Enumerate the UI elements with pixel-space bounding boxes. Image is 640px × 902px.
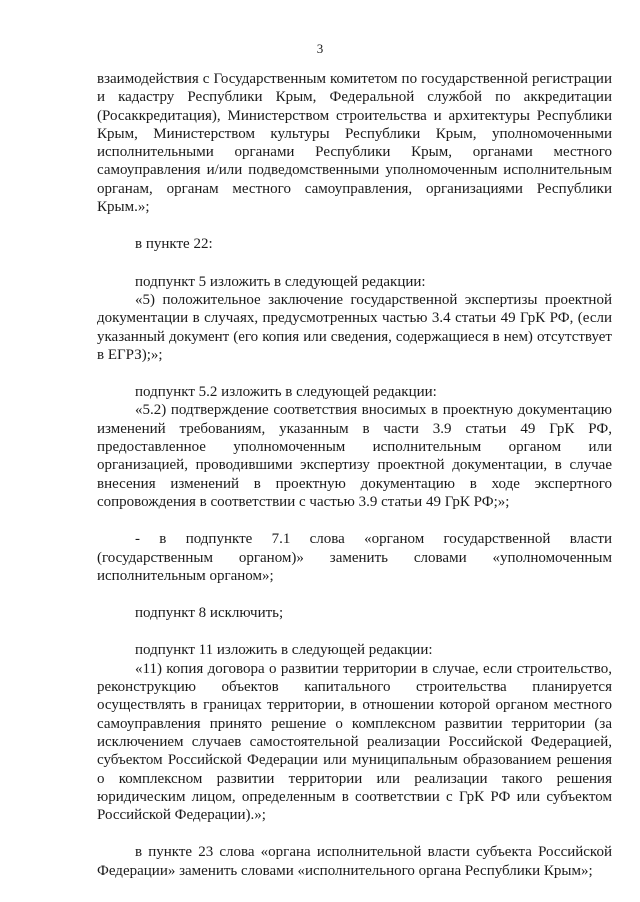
paragraph-subpoint-8: подпункт 8 исключить;	[135, 605, 284, 622]
paragraph-subpoint-5-text: «5) положительное заключение государственной экспертизы проектной документации в случаях, предусмотренных частью 3.4 статьи 49 ГрК РФ, (если указанный документ (его копия или сведения, содержащиеся в нем) отсутствует в ЕГРЗ);»;	[97, 291, 612, 363]
document-body	[97, 70, 612, 880]
paragraph-subpoint-11-intro: подпункт 11 изложить в следующей редакции:	[135, 642, 433, 659]
paragraph-subpoint-11-text: «11) копия договора о развитии территории в случае, если строительство, реконструкцию объектов капитального строительства планируется осуществлять в границах территории, в отношении которой органом местного самоуправления принято решение о комплексном развитии территории (за исключением случаев самостоятельной реализации Российской Федерацией, субъектом Российской Федерации или муниципальным образованием решения о комплексном развитии территории или реализации такого решения юридическим лицом, определенным в соответствии с ГрК РФ или субъектом Российской Федерации).»;	[97, 660, 612, 824]
paragraph-subpoint-7-1: - в подпункте 7.1 слова «органом государственной власти (государственным органом)» заменить словами «уполномоченным исполнительным органом»;	[97, 531, 612, 584]
paragraph-subpoint-5-2-intro: подпункт 5.2 изложить в следующей редакции:	[135, 384, 437, 401]
paragraph-point-22: в пункте 22:	[135, 236, 213, 253]
paragraph-subpoint-5-2-text: «5.2) подтверждение соответствия вносимых в проектную документацию изменений требованиям, указанным в части 3.9 статьи 49 ГрК РФ, предоставленное уполномоченным исполнительным органом или организацией, проводившими экспертизу проектной документации, в случае внесения изменений в проектную документацию в ходе экспертного сопровождения в соответствии с частью 3.9 статьи 49 ГрК РФ;»;	[97, 402, 612, 510]
page-number: 3	[316, 41, 324, 56]
paragraph-point-23: в пункте 23 слова «органа исполнительной власти субъекта Российской Федерации» заменить словами «исполнительного органа Республики Крым»;	[97, 844, 612, 879]
paragraph-subpoint-5-intro: подпункт 5 изложить в следующей редакции:	[135, 273, 426, 290]
paragraph-interaction-list: взаимодействия с Государственным комитетом по государственной регистрации и кадастру Республики Крым, Федеральной службой по аккредитации (Росаккредитация), Министерством строительства и архитектуры Республики Крым, Министерством культуры Республики Крым, уполномоченными исполнительными органами Республики Крым, органами местного самоуправления и/или подведомственными уполномоченным исполнительным органам, органам местного самоуправления, организациями Республики Крым.»;	[97, 71, 612, 216]
